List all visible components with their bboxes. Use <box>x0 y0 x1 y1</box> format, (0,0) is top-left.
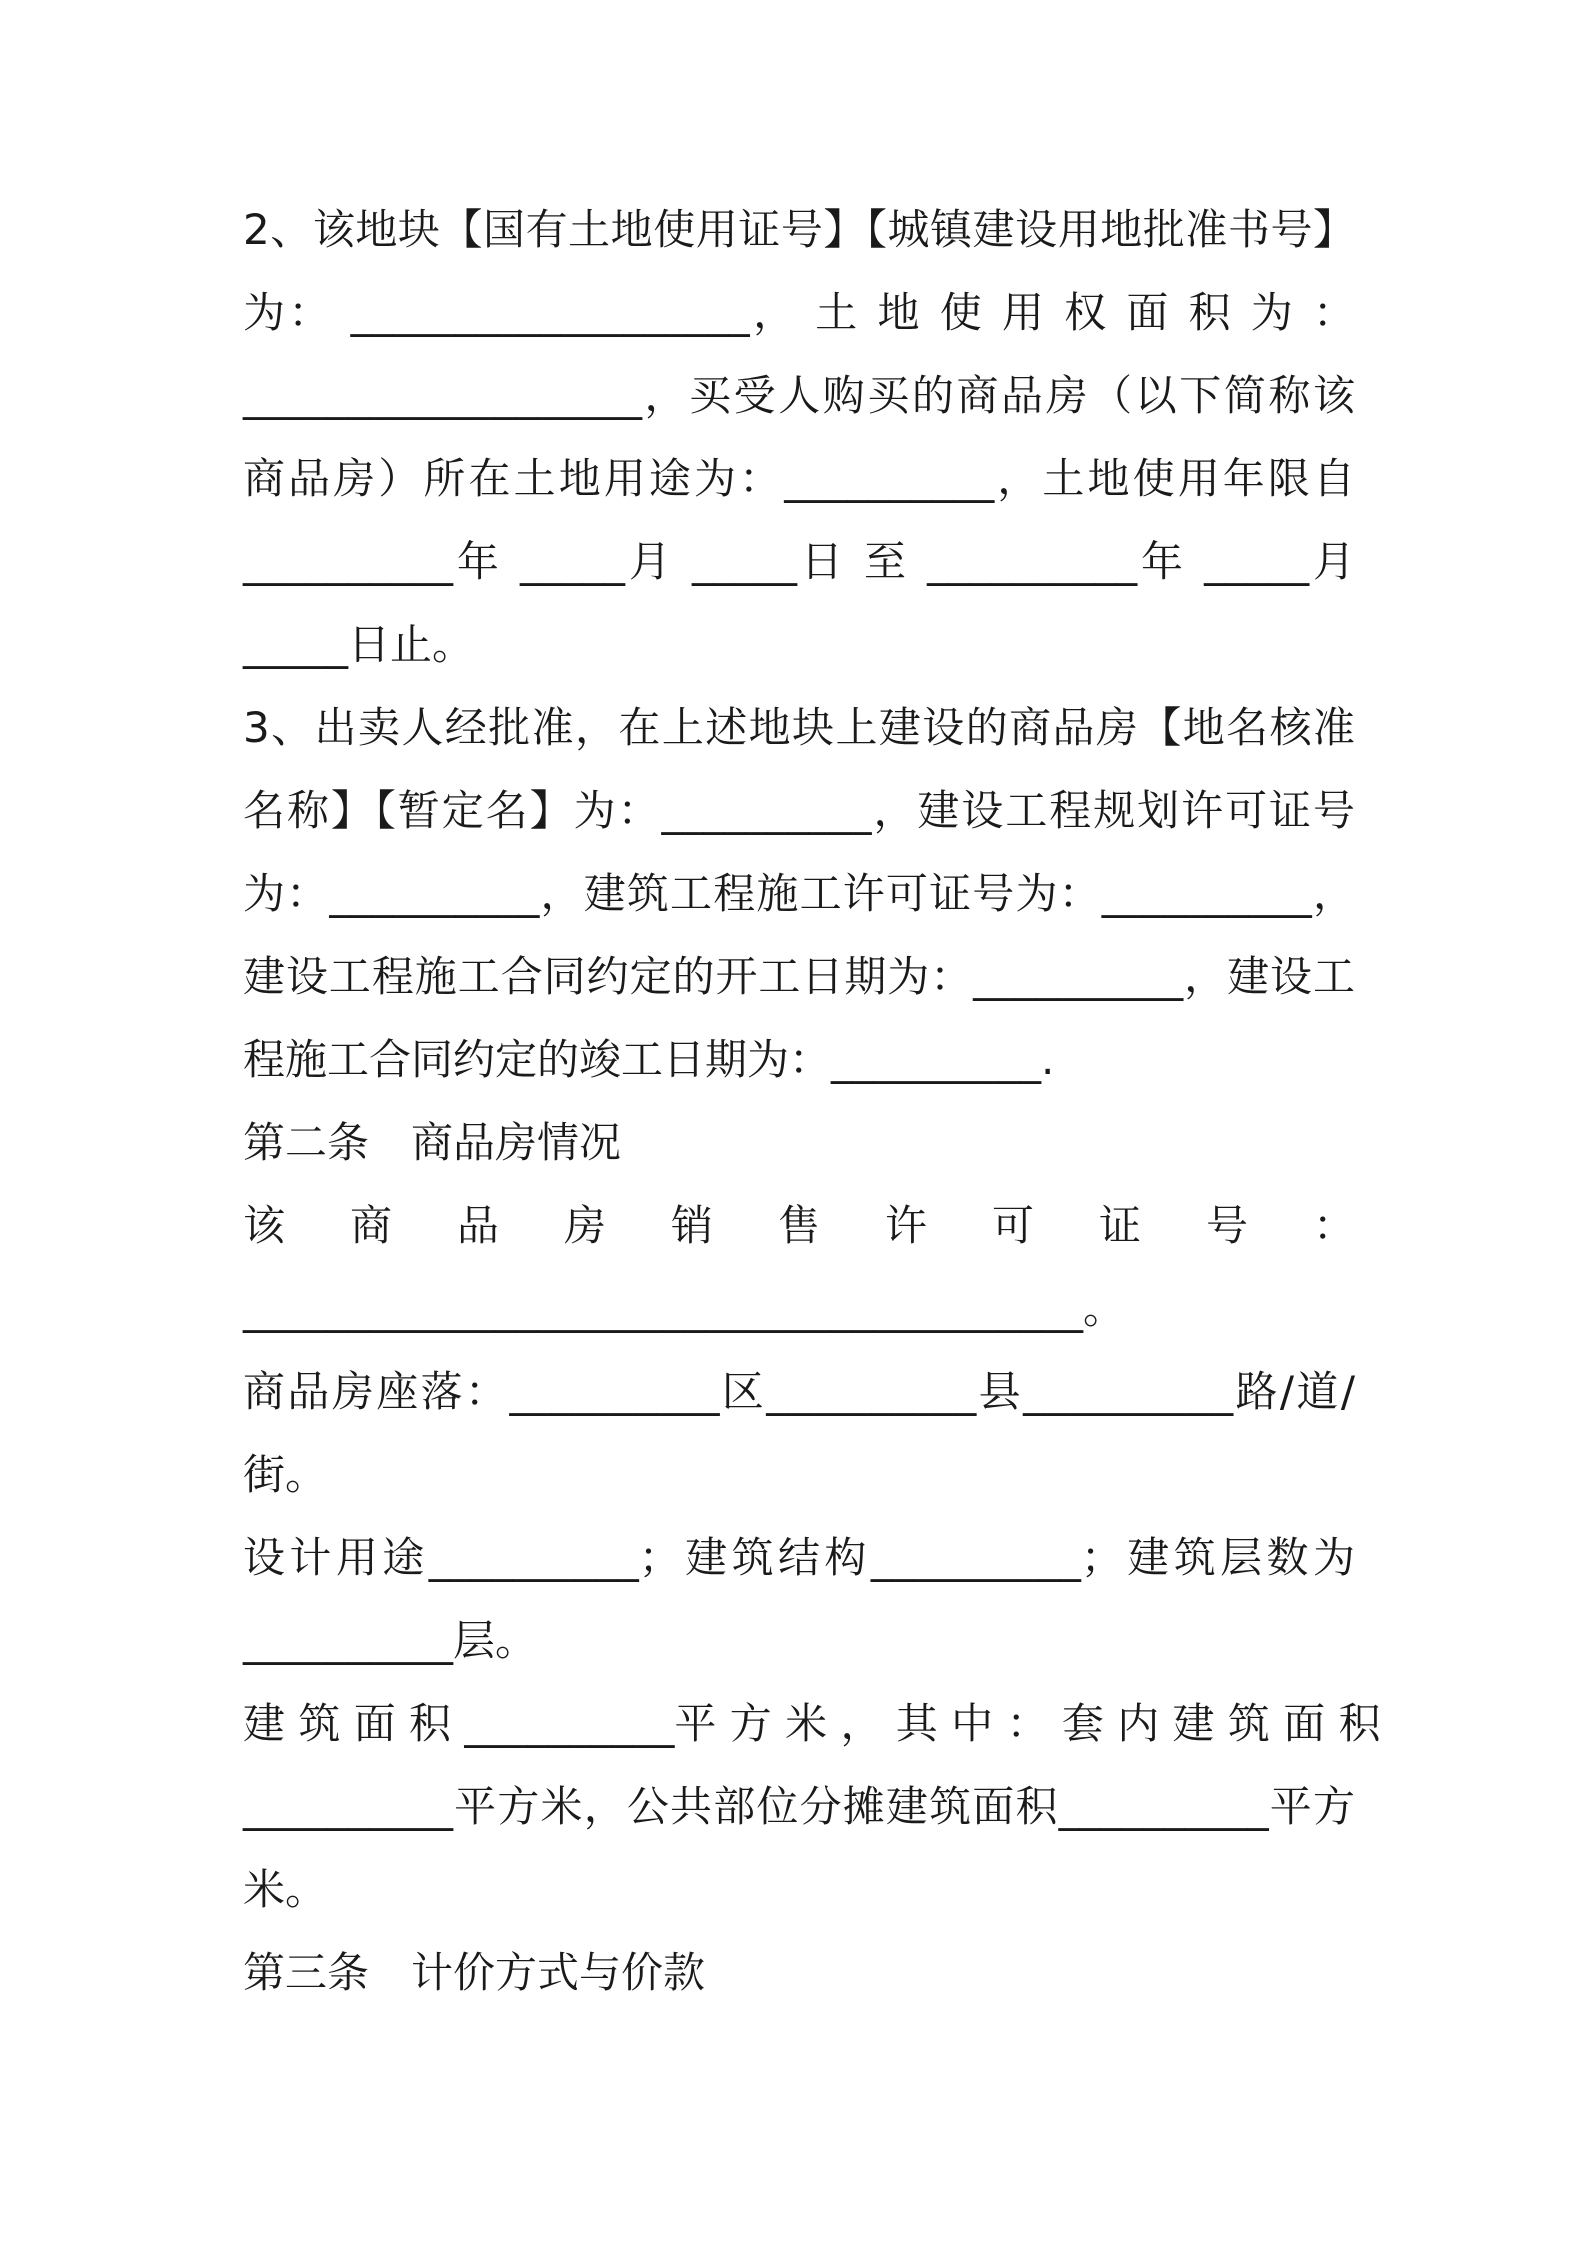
text-line: 程施工合同约定的竣工日期为：__________. <box>243 1035 1055 1084</box>
section-heading: 第三条 计价方式与价款 <box>243 1948 706 1997</box>
text-line: 2、该地块【国有土地使用证号】【城镇建设用地批准书号】 <box>243 205 1355 254</box>
section-heading: 第二条 商品房情况 <box>243 1118 622 1167</box>
text-line: 该 商 品 房 销 售 许 可 证 号 ： <box>243 1201 1355 1250</box>
text-line: 建 筑 面 积 __________平 方 米 ， 其 中 ： 套 内 建 筑 面 积 <box>243 1699 1381 1748</box>
text-line: ________________________________________。 <box>243 1284 1126 1333</box>
text-line: 3、出卖人经批准，在上述地块上建设的商品房【地名核准 <box>243 703 1355 752</box>
text-line: __________平方米，公共部位分摊建筑面积__________平方 <box>243 1782 1355 1831</box>
text-line: _____日止。 <box>243 620 475 669</box>
text-line: 设计用途__________；建筑结构__________；建筑层数为 <box>243 1533 1355 1582</box>
text-line: 街。 <box>243 1450 328 1499</box>
text-line: 建设工程施工合同约定的开工日期为：__________，建设工 <box>243 952 1355 1001</box>
text-line: __________年 _____月 _____日 至 __________年 _____月 <box>243 537 1355 586</box>
text-line: 为：__________，建筑工程施工许可证号为：__________， <box>243 869 1355 918</box>
text-line: 为： ___________________， 土 地 使 用 权 面 积 为 ： <box>243 288 1355 337</box>
text-line: 商品房）所在土地用途为：__________，土地使用年限自 <box>243 454 1355 503</box>
text-line: ___________________，买受人购买的商品房（以下简称该 <box>243 371 1355 420</box>
text-line: 米。 <box>243 1865 328 1914</box>
text-line: 名称】【暂定名】为：__________，建设工程规划许可证号 <box>243 786 1355 835</box>
text-line: 商品房座落：__________区__________县__________路/道/ <box>243 1367 1355 1416</box>
text-line: __________层。 <box>243 1616 538 1665</box>
